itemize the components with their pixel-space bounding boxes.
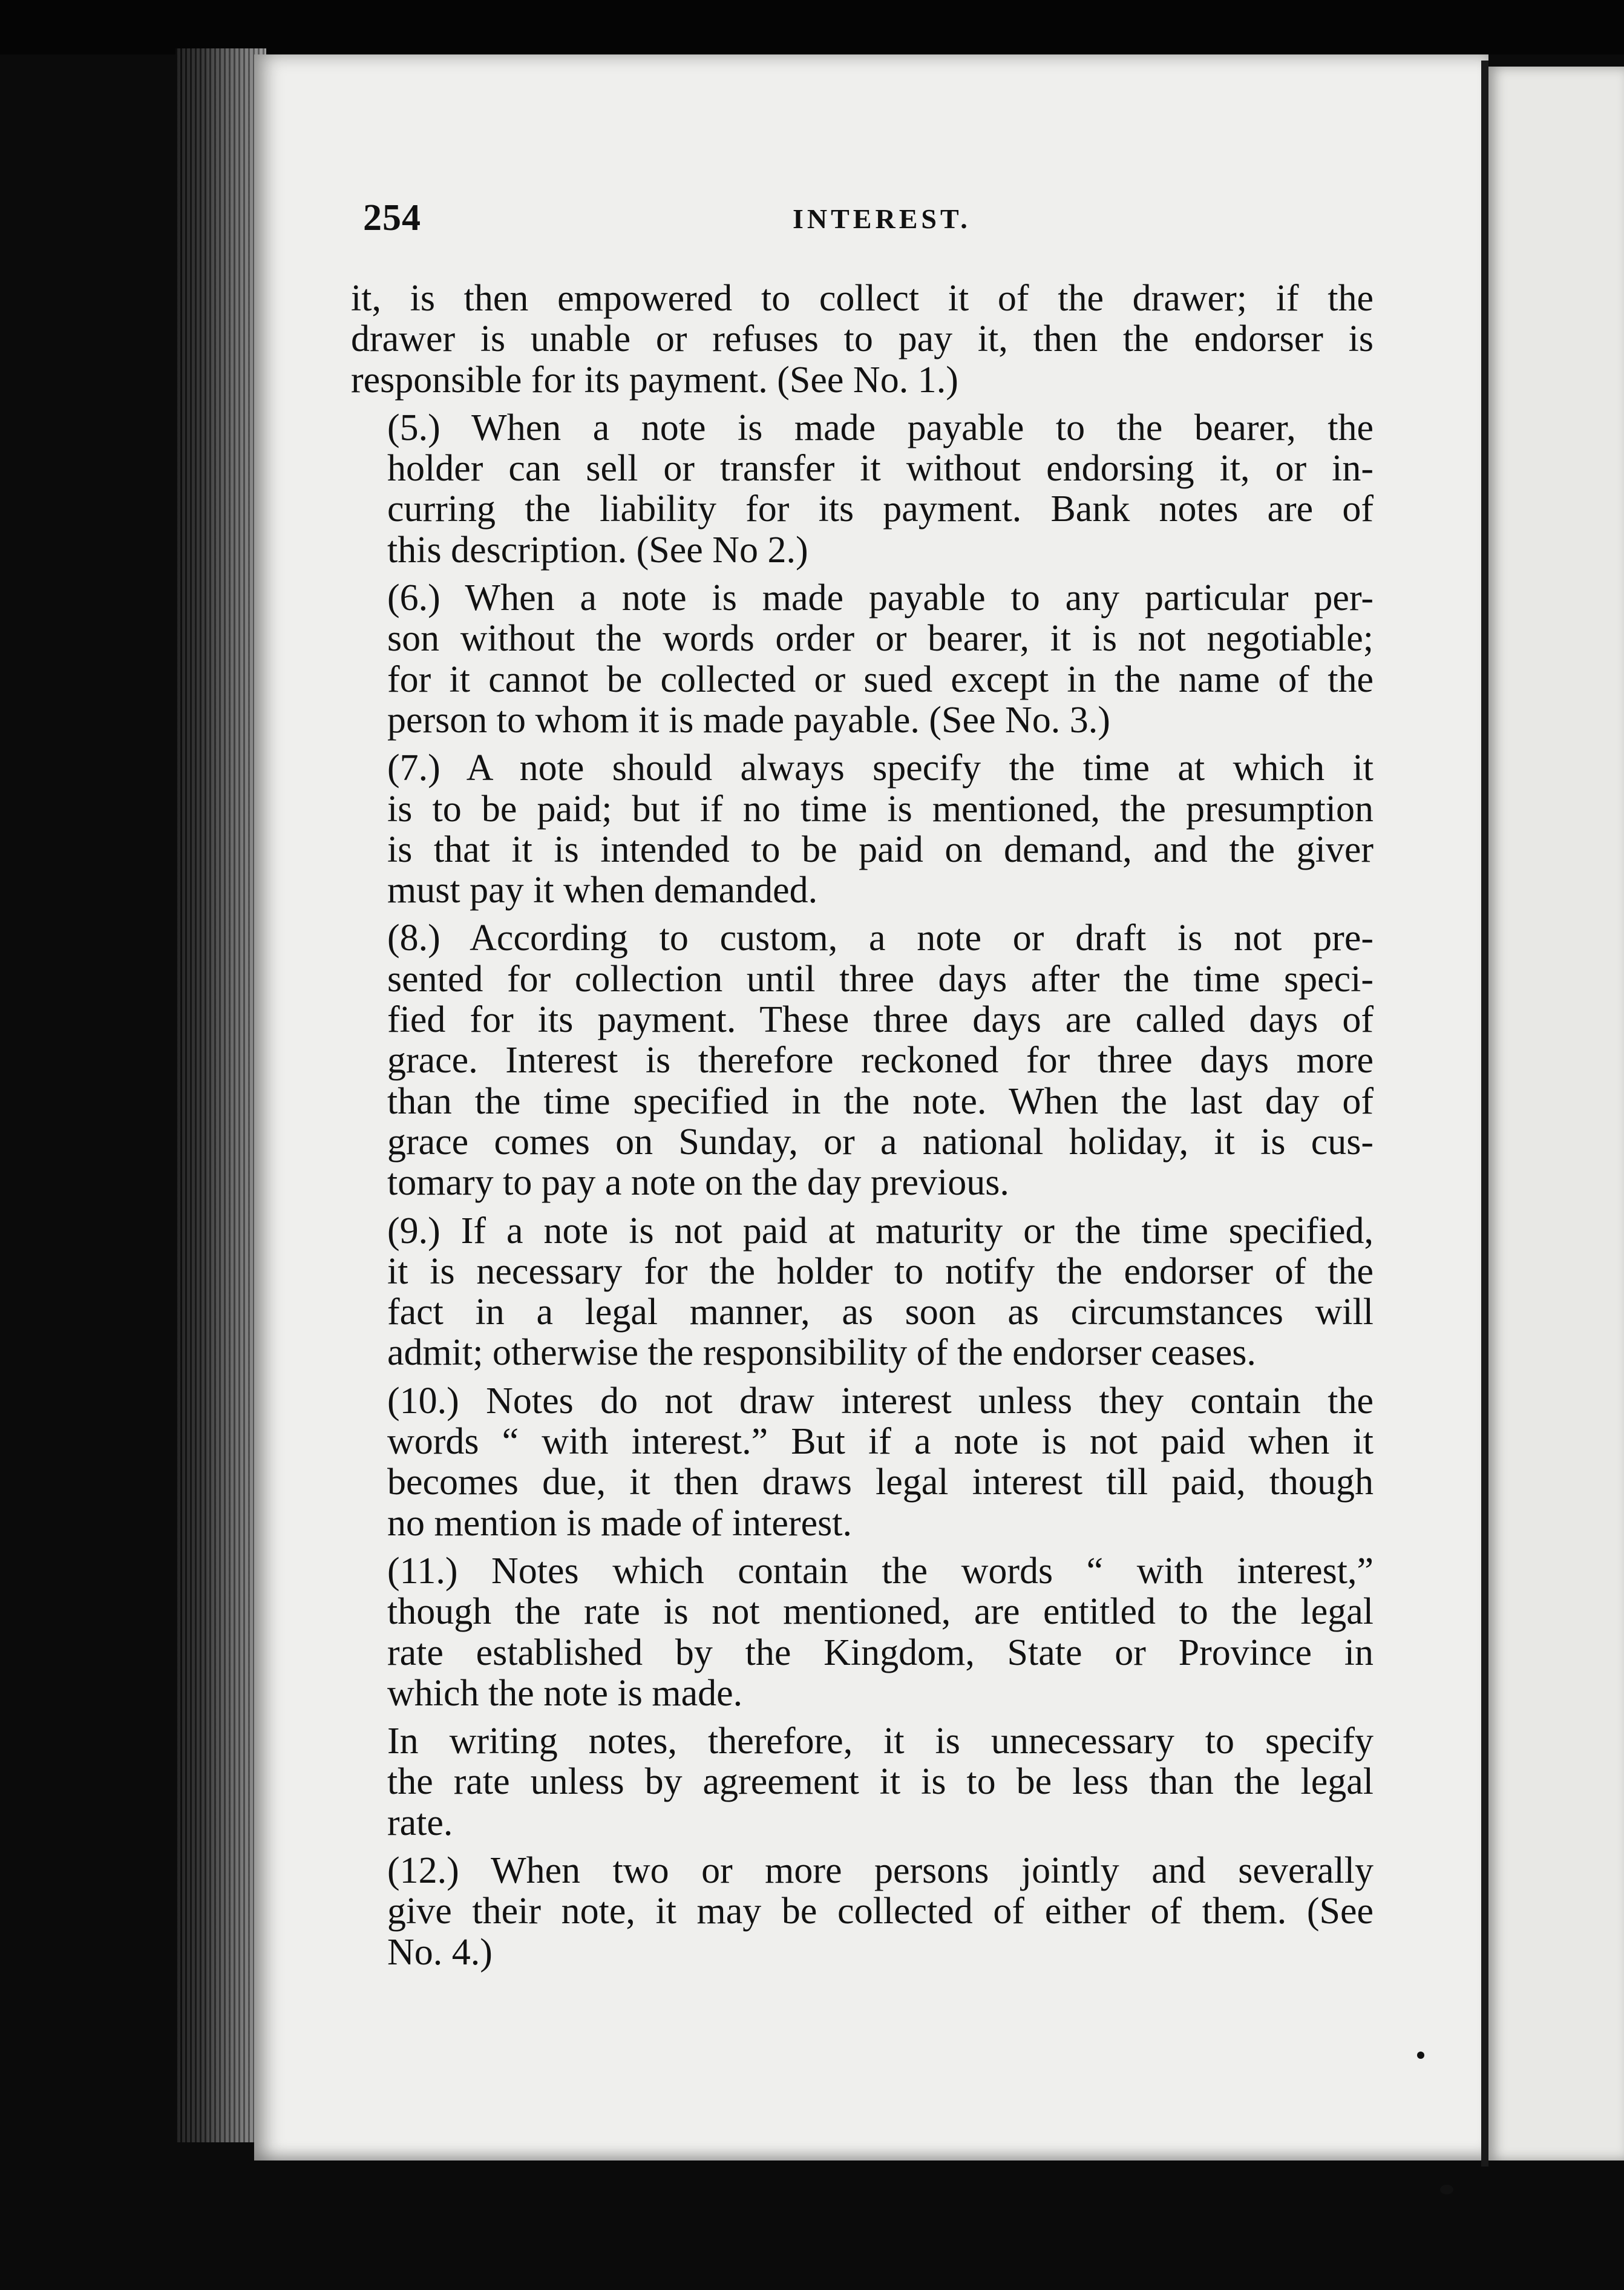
text-line: fact in a legal manner, as soon as circumstances will [387, 1291, 1374, 1333]
text-line: give their note, it may be collected of either of them. (See [387, 1891, 1374, 1932]
paragraph-rule-8 [351, 918, 1374, 1203]
paragraph-rule-12 [351, 1851, 1374, 1973]
text-line: drawer is unable or refuses to pay it, then the endorser is [351, 318, 1374, 360]
text-line: person to whom it is made payable. (See No. 3.) [387, 699, 1110, 741]
text-line: (12.) When two or more persons jointly and severally [387, 1849, 1374, 1891]
text-line: for it cannot be collected or sued except in the name of the [387, 658, 1374, 700]
ink-speck [1417, 2052, 1424, 2059]
text-line: rate established by the Kingdom, State or Province in [387, 1632, 1374, 1673]
text-line: In writing notes, therefore, it is unnecessary to specify [387, 1721, 1374, 1762]
facing-page-edge [1488, 67, 1624, 2160]
text-line: which the note is made. [387, 1672, 743, 1714]
scan-top-edge [0, 0, 1624, 54]
text-line: (5.) When a note is made payable to the bearer, the [387, 407, 1374, 448]
paragraph-rule-10 [351, 1381, 1374, 1544]
text-line: No. 4.) [387, 1931, 493, 1973]
book-page-edges [175, 48, 266, 2142]
text-line: grace. Interest is therefore reckoned for three days more [387, 1040, 1374, 1081]
text-line: than the time specified in the note. When the last day of [387, 1080, 1374, 1122]
running-head: INTEREST. [793, 203, 971, 234]
text-line: it is necessary for the holder to notify the endorser of the [387, 1250, 1374, 1292]
text-line: grace comes on Sunday, or a national holiday, it is cus- [387, 1121, 1374, 1163]
text-line: son without the words order or bearer, it is not negotiable; [387, 618, 1374, 660]
text-line: responsible for its payment. (See No. 1.) [351, 359, 958, 401]
paragraph-rule-7 [351, 748, 1374, 911]
text-line: though the rate is not mentioned, are entitled to the legal [387, 1591, 1374, 1633]
paragraph-rule-9 [351, 1211, 1374, 1374]
text-line: words “ with interest.” But if a note is not paid when it [387, 1421, 1374, 1463]
page-body [351, 278, 1374, 1980]
paragraph-continuation [351, 278, 1374, 401]
text-line: (8.) According to custom, a note or draft is not pre- [387, 917, 1374, 959]
text-line: must pay it when demanded. [387, 870, 818, 911]
text-line: curring the liability for its payment. Bank notes are of [387, 488, 1374, 530]
text-line: is that it is intended to be paid on demand, and the giver [387, 828, 1374, 870]
text-line: rate. [387, 1802, 453, 1843]
text-line: admit; otherwise the responsibility of the endorser ceases. [387, 1332, 1256, 1374]
text-line: is to be paid; but if no time is mentioned, the presumption [387, 788, 1374, 830]
text-line: sented for collection until three days after the time speci- [387, 958, 1374, 1000]
page-header [363, 197, 1370, 245]
text-line: (10.) Notes do not draw interest unless they contain the [387, 1380, 1374, 1422]
text-line: (6.) When a note is made payable to any particular per- [387, 577, 1374, 619]
text-line: (9.) If a note is not paid at maturity or the time specified, [387, 1210, 1374, 1252]
text-line: no mention is made of interest. [387, 1502, 852, 1544]
text-line: (11.) Notes which contain the words “ with interest,” [387, 1550, 1374, 1592]
text-line: tomary to pay a note on the day previous. [387, 1162, 1009, 1204]
book-gutter [1481, 61, 1488, 2167]
text-line: becomes due, it then draws legal interest till paid, though [387, 1462, 1374, 1503]
paragraph-rule-5 [351, 408, 1374, 571]
text-line: fied for its payment. These three days are called days of [387, 999, 1374, 1041]
page-number: 254 [363, 197, 421, 238]
text-line: holder can sell or transfer it without endorsing it, or in- [387, 448, 1374, 490]
paragraph-rule-11 [351, 1551, 1374, 1714]
text-line: it, is then empowered to collect it of the drawer; if the [351, 278, 1374, 319]
text-line: the rate unless by agreement it is to be less than the legal [387, 1761, 1374, 1803]
ink-speck [1440, 2185, 1453, 2194]
text-line: this description. (See No 2.) [387, 529, 808, 571]
text-line: (7.) A note should always specify the time at which it [387, 747, 1374, 789]
paragraph-rule-11-note [351, 1721, 1374, 1843]
paragraph-rule-6 [351, 578, 1374, 741]
